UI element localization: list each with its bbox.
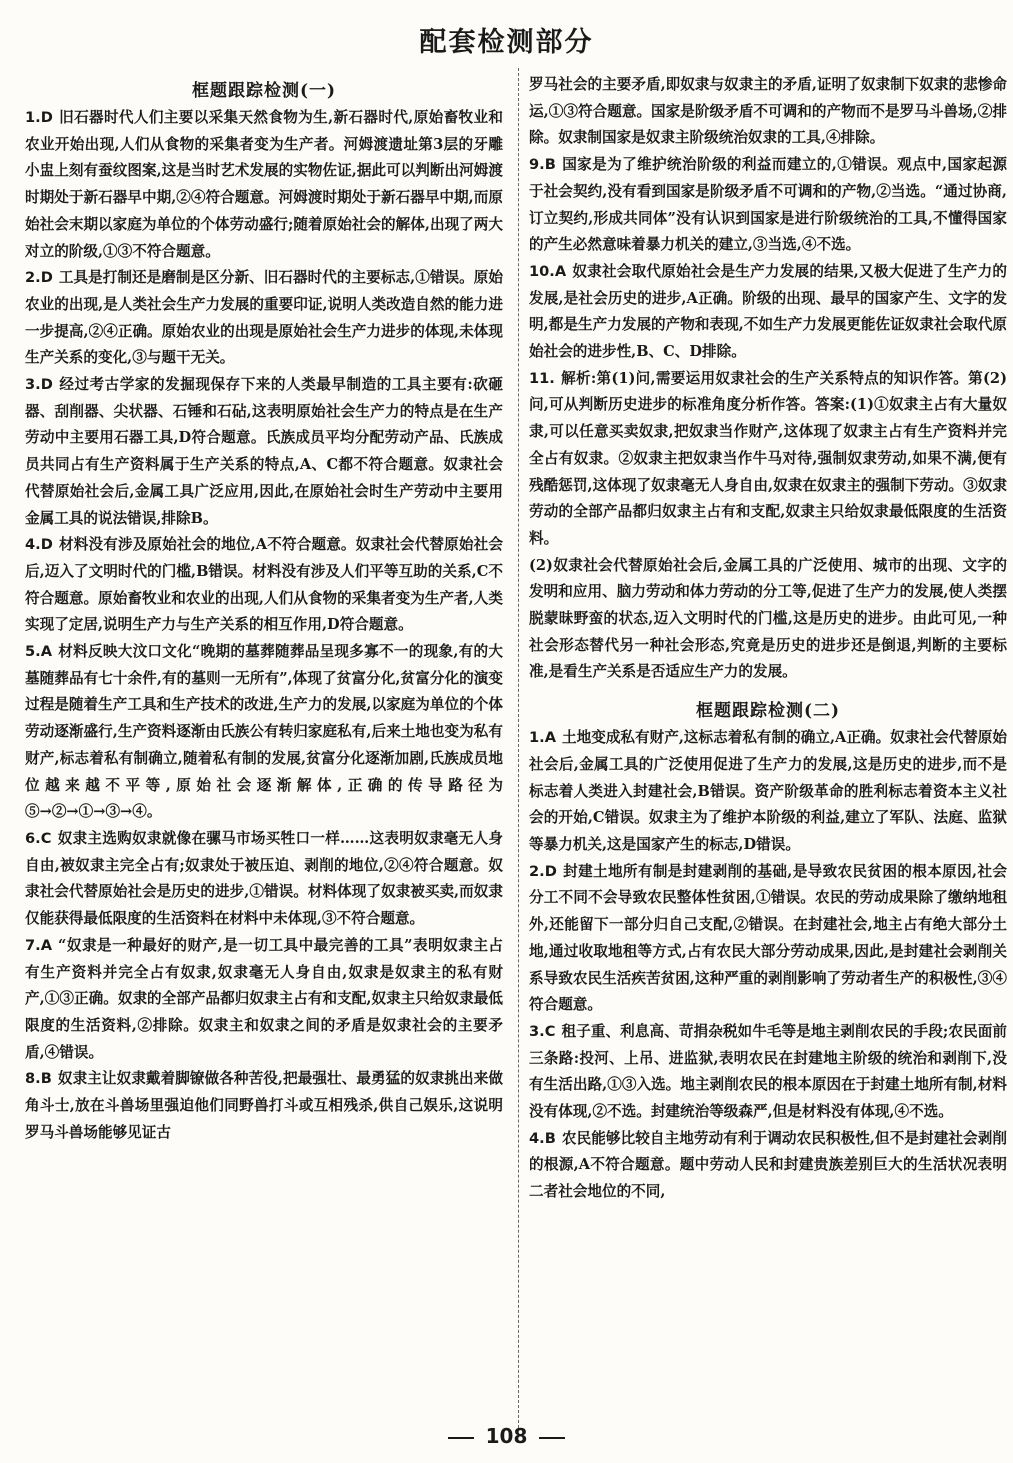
column-divider [518,68,519,1428]
section-title-1: 框题跟踪检测(一) [191,81,337,101]
page-title: 配套检测部分 [419,27,594,58]
answer-item: 10.A 奴隶社会取代原始社会是生产力发展的结果,又极大促进了生产力的发展,是社会历史的进步,A正确。阶级的出现、最早的国家产生、文字的发明,都是生产力发展的产物和表现,不如生产力发展更能佐证奴隶社会取代原始社会的进步性,B、C、D排除。 [529,262,1007,361]
answer-item: 7.A “奴隶是一种最好的财产,是一切工具中最完善的工具”表明奴隶主占有生产资料并完全占有奴隶,奴隶毫无人身自由,奴隶是奴隶主的私有财产,①③正确。奴隶的全部产品都归奴隶主占有和支配,奴隶主只给奴隶最低限度的生活资料,②排除。奴隶主和奴隶之间的矛盾是奴隶社会的主要矛盾,④错误。 [25,936,503,1061]
section-title-2: 框题跟踪检测(二) [695,701,841,722]
answer-item: 3.D 经过考古学家的发掘现保存下来的人类最早制造的工具主要有:砍砸器、刮削器、尖状器、石锤和石砧,这表明原始社会生产力的特点是在生产劳动中主要用石器工具,D符合题意。氏族成员平均分配劳动产品、氏族成员共同占有生产资料属于生产关系的特点,A、C都不符合题意。奴隶社会代替原始社会后,金属工具广泛应用,因此,在原始社会时生产劳动中主要用金属工具的说法错误,排除B。 [25,376,503,527]
answer-item: 8.B 奴隶主让奴隶戴着脚镣做各种苦役,把最强壮、最勇猛的奴隶挑出来做角斗士,放在斗兽场里强迫他们同野兽打斗或互相残杀,供自己娱乐,这说明罗马斗兽场能够见证古 [25,1070,503,1141]
dash-right [539,1437,565,1439]
page-number: 108 [0,1424,1013,1448]
answer-item: 11. 解析:第(1)问,需要运用奴隶社会的生产关系特点的知识作答。第(2)问,可从判断历史进步的标准角度分析作答。答案:(1)①奴隶主占有大量奴隶,可以任意买卖奴隶,把奴隶当作财产,这体现了奴隶主占有生产资料并完全占有奴隶。②奴隶主把奴隶当作牛马对待,强制奴隶劳动,如果不满,便有残酷惩罚,这体现了奴隶毫无人身自由,奴隶在奴隶主的强制下劳动。③奴隶劳动的全部产品都归奴隶主占有和支配,奴隶主只给奴隶最低限度的生活资料。 [529,369,1007,547]
answer-item: 2.D 工具是打制还是磨制是区分新、旧石器时代的主要标志,①错误。原始农业的出现,是人类社会生产力发展的重要印证,说明人类改造自然的能力进一步提高,②④正确。原始农业的出现是原始社会生产力进步的体现,未体现生产关系的变化,③与题干无关。 [25,269,503,367]
answer-item: 2.D 封建土地所有制是封建剥削的基础,是导致农民贫困的根本原因,社会分工不同不会导致农民整体性贫困,①错误。农民的劳动成果除了缴纳地租外,还能留下一部分归自己支配,②错误。在封建社会,地主占有绝大部分土地,通过收取地租等方式,占有农民大部分劳动成果,因此,是封建社会剥削关系导致农民生活疾苦贫困,这种严重的剥削影响了劳动者生产的积极性,③④符合题意。 [529,862,1007,1014]
answer-item: 5.A 材料反映大汶口文化“晚期的墓葬随葬品呈现多寡不一的现象,有的大墓随葬品有七十余件,有的墓则一无所有”,体现了贫富分化,贫富分化的演变过程是随着生产工具和生产技术的改进,生产力的发展,以家庭为单位的个体劳动逐渐盛行,生产资料逐渐由氏族公有转归家庭私有,后来土地也变为私有财产,标志着私有制确立,随着私有制的发展,贫富分化逐渐加剧,氏族成员地位越来越不平等,原始社会逐渐解体,正确的传导路径为⑤→②→①→③→④。 [25,643,503,821]
answer-item: 6.C 奴隶主选购奴隶就像在骡马市场买牲口一样……这表明奴隶毫无人身自由,被奴隶主完全占有;奴隶处于被压迫、剥削的地位,②④符合题意。奴隶社会代替原始社会是历史的进步,①错误。材料体现了奴隶被买卖,而奴隶仅能获得最低限度的生活资料在材料中未体现,③不符合题意。 [25,829,503,928]
right-column [529,72,1007,1206]
answer-part-2: (2)奴隶社会代替原始社会后,金属工具的广泛使用、城市的出现、文字的发明和应用、脑力劳动和体力劳动的分工等,促进了生产力的发展,使人类摆脱蒙昧野蛮的状态,迈入文明时代的门槛,这是历史的进步。由此可见,一种社会形态替代另一种社会形态,究竟是历史的进步还是倒退,判断的主要标准,是看生产关系是否适应生产力的发展。 [529,556,1007,681]
left-column [25,76,503,1146]
answer-item: 1.A 土地变成私有财产,这标志着私有制的确立,A正确。奴隶社会代替原始社会后,金属工具的广泛使用促进了生产力的发展,这是历史的进步,而不是标志着人类进入封建社会,B错误。资产阶级革命的胜利标志着资本主义社会的开始,C错误。奴隶主为了维护本阶级的利益,建立了军队、法庭、监狱等暴力机关,这是国家产生的标志,D错误。 [529,729,1007,853]
continued-text: 罗马社会的主要矛盾,即奴隶与奴隶主的矛盾,证明了奴隶制下奴隶的悲惨命运,①③符合题意。国家是阶级矛盾不可调和的产物而不是罗马斗兽场,②排除。奴隶制国家是奴隶主阶级统治奴隶的工具,④排除。 [529,76,1007,147]
answer-item: 4.D 材料没有涉及原始社会的地位,A不符合题意。奴隶社会代替原始社会后,迈入了文明时代的门槛,B错误。材料没有涉及人们平等互助的关系,C不符合题意。原始畜牧业和农业的出现,人们从食物的采集者变为生产者,人类实现了定居,说明生产力与生产关系的相互作用,D符合题意。 [25,536,503,634]
dash-left [448,1437,474,1439]
answer-item: 3.C 租子重、利息高、苛捐杂税如牛毛等是地主剥削农民的手段;农民面前三条路:投河、上吊、进监狱,表明农民在封建地主阶级的统治和剥削下,没有生活出路,①③入选。地主剥削农民的根本原因在于封建土地所有制,材料没有体现,②不选。封建统治等级森严,但是材料没有体现,④不选。 [529,1022,1007,1121]
answer-item: 1.D 旧石器时代人们主要以采集天然食物为生,新石器时代,原始畜牧业和农业开始出现,人们从食物的采集者变为生产者。河姆渡遗址第3层的牙雕小盅上刻有蚕纹图案,这是当时艺术发展的实物佐证,据此可以判断出河姆渡时期处于新石器早中期,②④符合题意。河姆渡时期处于新石器早中期,而原始社会末期以家庭为单位的个体劳动盛行;随着原始社会的解体,出现了两大对立的阶级,①③不符合题意。 [25,109,503,260]
answer-item: 4.B 农民能够比较自主地劳动有利于调动农民积极性,但不是封建社会剥削的根源,A不符合题意。题中劳动人民和封建贵族差别巨大的生活状况表明二者社会地位的不同, [529,1129,1007,1201]
answer-item: 9.B 国家是为了维护统治阶级的利益而建立的,①错误。观点中,国家起源于社会契约,没有看到国家是阶级矛盾不可调和的产物,②当选。“通过协商,订立契约,形成共同体”没有认识到国家是进行阶级统治的工具,不懂得国家的产生必然意味着暴力机关的建立,③当选,④不选。 [529,156,1007,254]
